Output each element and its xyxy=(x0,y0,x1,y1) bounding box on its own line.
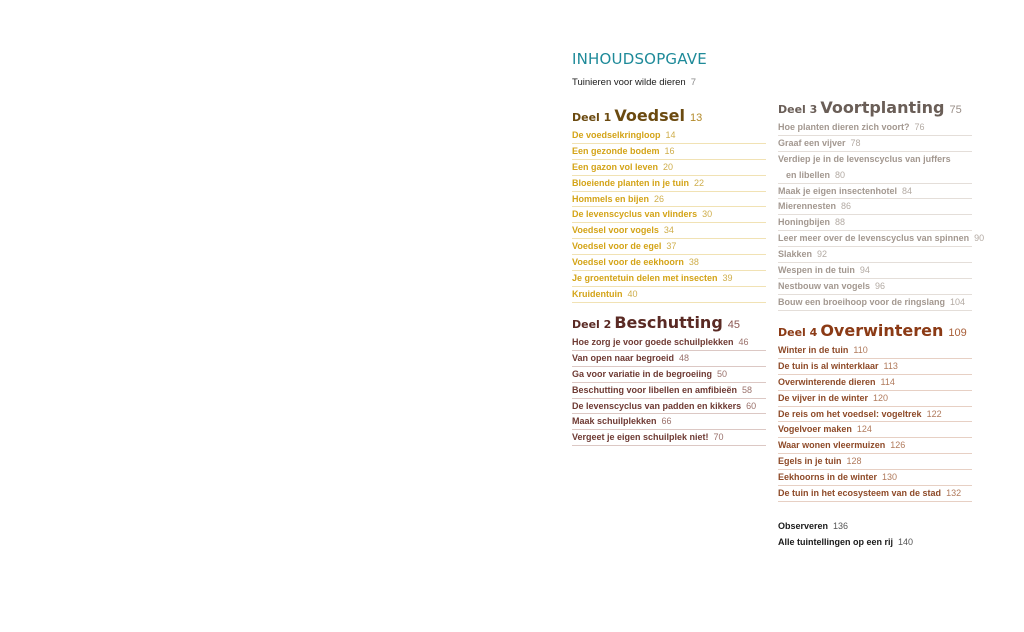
entry-page: 40 xyxy=(627,288,638,299)
section-name: Voedsel xyxy=(614,106,685,125)
toc-extra-entries xyxy=(778,519,913,551)
entry-label: Observeren xyxy=(778,521,829,531)
entry-page: 20 xyxy=(663,161,674,172)
entry-label: De levenscyclus van vlinders xyxy=(572,209,698,220)
toc-entry[interactable] xyxy=(778,295,972,311)
entry-label: De levenscyclus van padden en kikkers xyxy=(572,400,742,411)
entry-label: Honingbijen xyxy=(778,217,830,228)
entry-label: Een gazon vol leven xyxy=(572,161,659,172)
entry-label: Hommels en bijen xyxy=(572,193,650,204)
section-heading[interactable] xyxy=(572,104,766,128)
entry-page: 128 xyxy=(846,456,862,467)
entry-page: 90 xyxy=(974,233,985,244)
entry-label: Maak schuilplekken xyxy=(572,416,657,427)
toc-entry[interactable] xyxy=(778,120,972,136)
toc-entry[interactable] xyxy=(778,486,972,502)
entry-page: 50 xyxy=(717,368,728,379)
toc-entry[interactable] xyxy=(572,176,766,192)
toc-entry[interactable] xyxy=(572,271,766,287)
entry-page: 80 xyxy=(835,169,846,180)
entry-page: 132 xyxy=(946,488,962,499)
toc-entry[interactable] xyxy=(572,144,766,160)
entry-label: De voedselkringloop xyxy=(572,130,661,140)
entry-page: 39 xyxy=(722,273,733,284)
toc-entry[interactable] xyxy=(778,438,972,454)
toc-entry[interactable] xyxy=(572,399,766,415)
entry-label: De tuin is al winterklaar xyxy=(778,360,879,371)
entry-page: 114 xyxy=(880,376,895,387)
section-number: Deel 1 xyxy=(572,111,612,124)
section-entries xyxy=(778,120,985,311)
toc-entry-continuation[interactable] xyxy=(778,168,972,184)
toc-entry[interactable] xyxy=(778,422,972,438)
entry-page: 58 xyxy=(742,384,753,395)
toc-entry[interactable] xyxy=(778,454,972,470)
section-beschutting xyxy=(572,311,766,446)
entry-page: 70 xyxy=(713,432,724,443)
toc-entry[interactable] xyxy=(572,192,766,208)
entry-label: Tuinieren voor wilde dieren xyxy=(572,77,686,88)
entry-label: Winter in de tuin xyxy=(778,345,849,355)
section-entries xyxy=(778,343,972,502)
section-number: Deel 4 xyxy=(778,326,818,339)
entry-label-continuation: en libellen xyxy=(786,169,831,180)
section-heading[interactable] xyxy=(778,96,972,120)
entry-page: 22 xyxy=(694,177,705,188)
entry-page: 84 xyxy=(902,185,913,196)
section-name: Beschutting xyxy=(614,313,723,332)
entry-label: Eekhoorns in de winter xyxy=(778,472,878,483)
section-heading[interactable] xyxy=(572,311,766,335)
toc-entry[interactable] xyxy=(778,215,972,231)
toc-entry[interactable] xyxy=(572,128,766,144)
toc-entry[interactable] xyxy=(778,152,972,168)
section-entries xyxy=(572,128,766,303)
entry-label: Ga voor variatie in de begroeiing xyxy=(572,368,713,379)
toc-entry[interactable] xyxy=(778,247,972,263)
section-page: 75 xyxy=(949,104,962,116)
entry-label: Bloeiende planten in je tuin xyxy=(572,177,690,188)
toc-entry[interactable] xyxy=(778,263,972,279)
entry-label: Mierennesten xyxy=(778,201,837,212)
section-page: 13 xyxy=(689,112,703,124)
entry-label: Beschutting voor libellen en amfibieën xyxy=(572,384,738,395)
entry-label: Van open naar begroeid xyxy=(572,352,675,363)
entry-label: Voedsel voor de eekhoorn xyxy=(572,257,684,268)
entry-page: 76 xyxy=(914,122,925,132)
toc-entry[interactable] xyxy=(778,375,972,391)
entry-page: 86 xyxy=(841,201,852,212)
entry-page: 88 xyxy=(835,217,846,228)
entry-label: Verdiep je in de levenscyclus van juffers xyxy=(778,153,951,164)
entry-page: 122 xyxy=(926,408,942,419)
entry-page: 140 xyxy=(898,537,914,547)
entry-page: 66 xyxy=(661,416,672,427)
toc-entry-observeren[interactable] xyxy=(778,519,913,535)
entry-page: 30 xyxy=(702,209,713,220)
entry-page: 120 xyxy=(873,392,889,403)
entry-page: 78 xyxy=(850,137,861,148)
entry-label: De vijver in de winter xyxy=(778,392,869,403)
entry-page: 92 xyxy=(817,249,828,260)
entry-label: Waar wonen vleermuizen xyxy=(778,440,886,451)
entry-label: Vergeet je eigen schuilplek niet! xyxy=(572,432,709,443)
toc-intro-entry[interactable] xyxy=(572,77,696,88)
entry-page: 26 xyxy=(654,193,665,204)
toc-entry[interactable] xyxy=(778,136,972,152)
entry-page: 46 xyxy=(738,337,749,347)
entry-page: 96 xyxy=(875,280,886,291)
entry-page: 113 xyxy=(883,360,898,371)
section-name: Voortplanting xyxy=(820,98,945,117)
entry-page: 7 xyxy=(690,77,697,88)
entry-label: Egels in je tuin xyxy=(778,456,842,467)
entry-page: 37 xyxy=(666,241,677,252)
toc-entry[interactable] xyxy=(572,383,766,399)
toc-entry[interactable] xyxy=(778,343,972,359)
entry-label: Hoe zorg je voor goede schuilplekken xyxy=(572,337,734,347)
entry-label: Voedsel voor vogels xyxy=(572,225,659,236)
entry-label: Leer meer over de levenscyclus van spinnen xyxy=(778,233,970,244)
entry-label: Maak je eigen insectenhotel xyxy=(778,185,898,196)
entry-page: 94 xyxy=(859,265,870,276)
entry-page: 136 xyxy=(833,521,849,531)
section-voedsel xyxy=(572,104,766,303)
entry-label: Nestbouw van vogels xyxy=(778,280,871,291)
section-overwinteren xyxy=(778,319,972,502)
toc-entry[interactable] xyxy=(778,391,972,407)
toc-entry[interactable] xyxy=(572,223,766,239)
entry-label: Vogelvoer maken xyxy=(778,424,852,435)
toc-entry[interactable] xyxy=(778,184,972,200)
section-heading[interactable] xyxy=(778,319,972,343)
entry-page: 34 xyxy=(663,225,674,236)
section-page: 45 xyxy=(727,319,741,331)
entry-label: Kruidentuin xyxy=(572,288,623,299)
toc-entry[interactable] xyxy=(572,160,766,176)
entry-page: 124 xyxy=(856,424,872,435)
entry-page: 16 xyxy=(664,145,675,156)
entry-page: 38 xyxy=(688,257,699,268)
entry-page: 14 xyxy=(665,130,676,140)
toc-entry[interactable] xyxy=(572,287,766,303)
entry-label: De reis om het voedsel: vogeltrek xyxy=(778,408,922,419)
toc-entry[interactable] xyxy=(572,430,766,446)
section-name: Overwinteren xyxy=(820,321,944,340)
toc-entry[interactable] xyxy=(778,359,972,375)
entry-label: Je groentetuin delen met insecten xyxy=(572,273,718,284)
entry-label: Alle tuintellingen op een rij xyxy=(778,537,894,547)
toc-entry[interactable] xyxy=(778,199,972,215)
section-number: Deel 3 xyxy=(778,103,818,116)
toc-entry-tuintellingen[interactable] xyxy=(778,535,913,551)
toc-entry[interactable] xyxy=(778,470,972,486)
toc-entry[interactable] xyxy=(572,367,766,383)
entry-label: De tuin in het ecosysteem van de stad xyxy=(778,488,942,499)
section-entries xyxy=(572,335,766,446)
entry-label: Overwinterende dieren xyxy=(778,376,876,387)
entry-label: Graaf een vijver xyxy=(778,137,846,148)
entry-label: Een gezonde bodem xyxy=(572,145,660,156)
toc-entry[interactable] xyxy=(572,255,766,271)
entry-page: 60 xyxy=(746,400,757,411)
section-number: Deel 2 xyxy=(572,318,612,331)
entry-page: 110 xyxy=(853,345,868,355)
section-voortplanting xyxy=(778,96,985,311)
section-page: 109 xyxy=(948,327,967,339)
toc-entry[interactable] xyxy=(572,414,766,430)
entry-label: Voedsel voor de egel xyxy=(572,241,662,252)
page-title: INHOUDSOPGAVE xyxy=(572,50,707,68)
entry-page: 130 xyxy=(882,472,898,483)
toc-entry[interactable] xyxy=(778,407,972,423)
entry-label: Slakken xyxy=(778,249,813,260)
entry-page: 126 xyxy=(890,440,906,451)
entry-label: Hoe planten dieren zich voort? xyxy=(778,122,910,132)
toc-entry[interactable] xyxy=(572,239,766,255)
toc-entry[interactable] xyxy=(778,279,972,295)
entry-page: 104 xyxy=(950,296,966,307)
entry-label: Bouw een broeihoop voor de ringslang xyxy=(778,296,946,307)
entry-page: 48 xyxy=(679,352,690,363)
entry-label: Wespen in de tuin xyxy=(778,265,855,276)
toc-entry[interactable] xyxy=(572,335,766,351)
toc-entry[interactable] xyxy=(778,231,985,247)
toc-entry[interactable] xyxy=(572,351,766,367)
toc-entry[interactable] xyxy=(572,207,766,223)
